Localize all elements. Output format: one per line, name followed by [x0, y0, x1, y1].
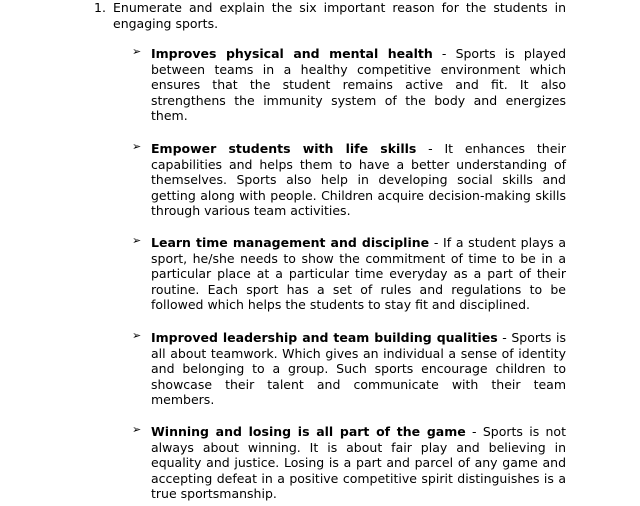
reason-body: Sports is played between teams in a healthy competitive environment which ensures that the student remains active and fit. It also strengthens the immunity system of the body and energizes them.	[151, 46, 566, 124]
reason-title: Empower students with life skills	[151, 141, 417, 156]
reason-body: Sports is all about teamwork. Which gives an individual a sense of identity and belonging to a group. Such sports encourage children to showcase their talent and communicate with their team members.	[151, 330, 566, 408]
reason-body: Sports is not always about winning. It is about fair play and believing in equality and justice. Losing is a part and parcel of any game and accepting defeat in a positive competitive spirit distinguishes is a true sportsmanship.	[151, 424, 566, 502]
list-item	[132, 141, 566, 219]
list-item	[132, 46, 566, 124]
reason-separator: -	[465, 424, 483, 439]
question	[94, 0, 566, 32]
list-item	[132, 235, 566, 313]
arrowhead-icon: ➢	[132, 140, 142, 153]
reason-separator: -	[416, 141, 445, 156]
reason-title: Winning and losing is all part of the game	[151, 424, 466, 439]
reason-separator: -	[429, 235, 444, 250]
arrowhead-icon: ➢	[132, 329, 142, 342]
reason-text	[151, 141, 566, 219]
reason-text	[151, 235, 566, 313]
reason-title: Improved leadership and team building qualities	[151, 330, 498, 345]
reason-separator: -	[497, 330, 512, 345]
arrowhead-icon: ➢	[132, 234, 142, 247]
reason-title: Improves physical and mental health	[151, 46, 433, 61]
list-item	[132, 424, 566, 502]
reason-body: It enhances their capabilities and helps them to have a better understanding of themselves. Sports also help in developing social skills and getting along with people. Children acquire decision-making skills through various team activities.	[151, 141, 566, 219]
arrowhead-icon: ➢	[132, 423, 142, 436]
reason-text	[151, 424, 566, 502]
reason-separator: -	[432, 46, 456, 61]
arrowhead-icon: ➢	[132, 45, 142, 58]
question-text: Enumerate and explain the six important reason for the students in engaging sports.	[113, 0, 566, 31]
reason-text	[151, 46, 566, 124]
list-item	[132, 330, 566, 408]
question-number: 1.	[94, 0, 106, 15]
reason-body: If a student plays a sport, he/she needs to show the commitment of time to be in a particular place at a particular time everyday as a part of their routine. Each sport has a set of rules and regulations to be followed which helps the students to stay fit and disciplined.	[151, 235, 566, 313]
reason-text	[151, 330, 566, 408]
reason-title: Learn time management and discipline	[151, 235, 430, 250]
